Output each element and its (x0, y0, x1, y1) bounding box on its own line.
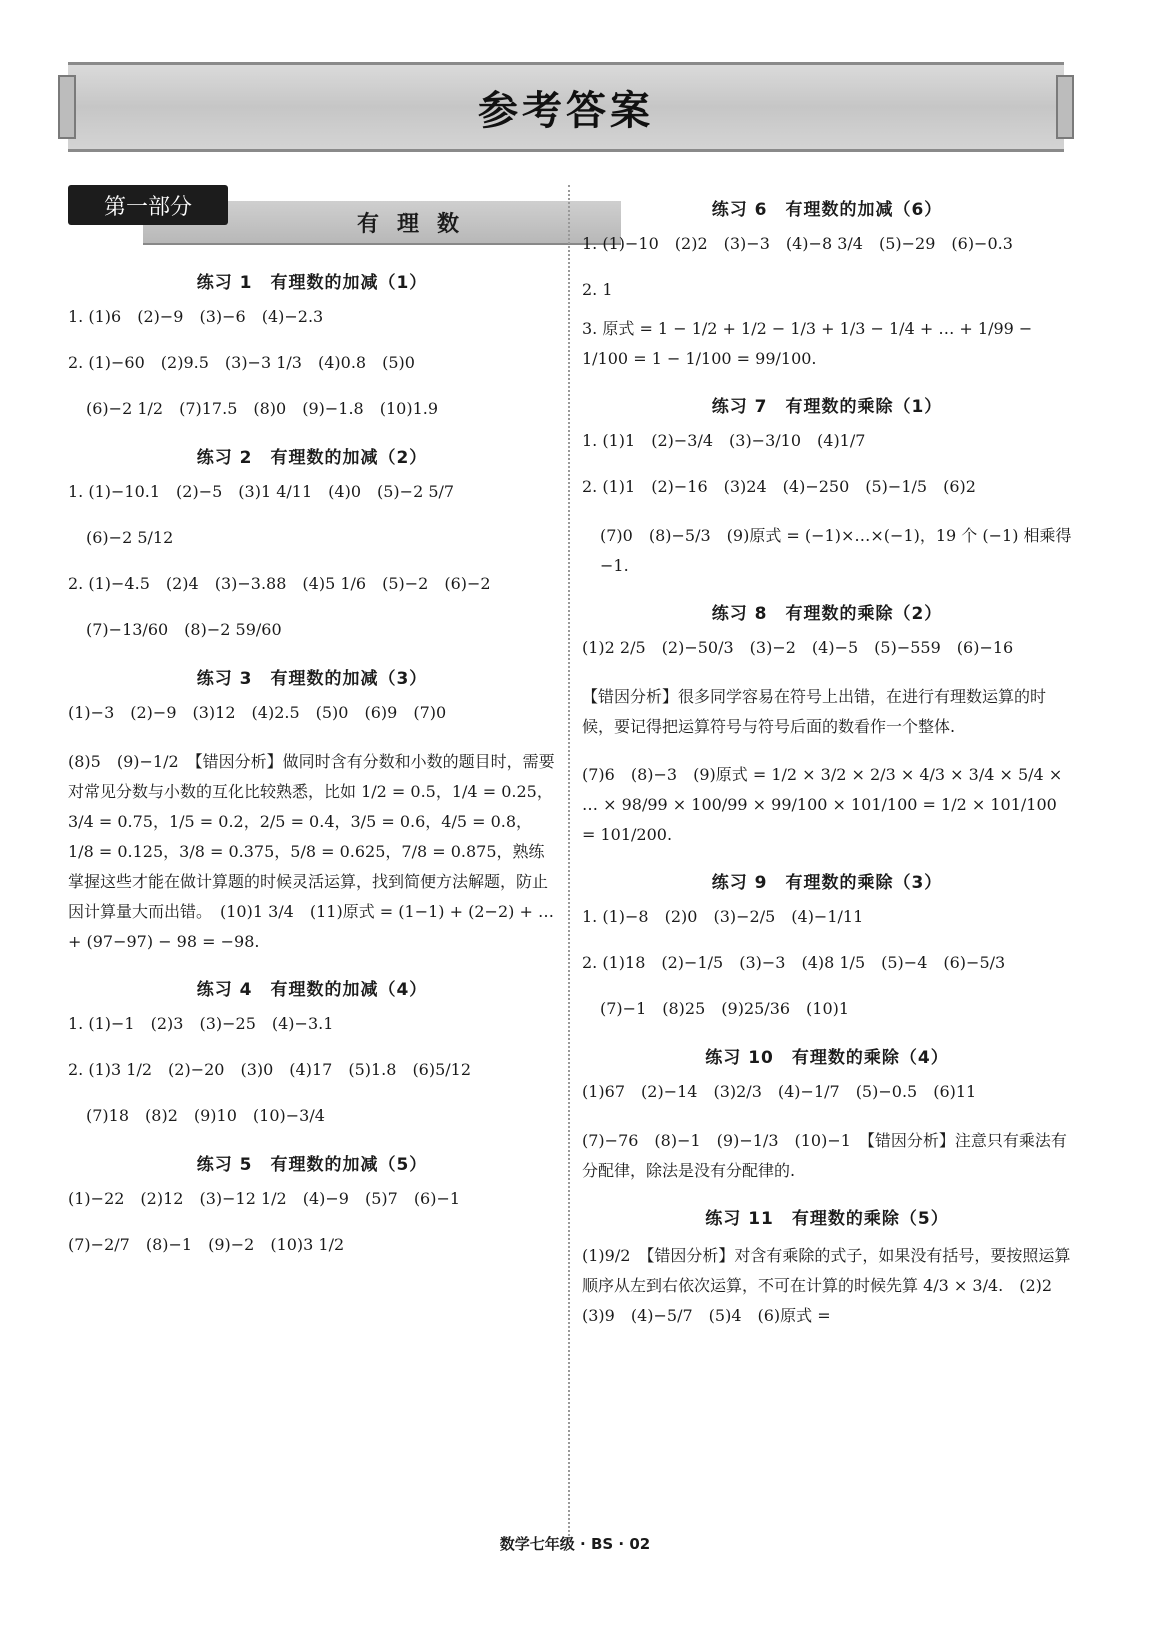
exercise-9 (582, 868, 1072, 1021)
exercise-heading: 练习 10 有理数的乘除（4） (705, 1048, 949, 1068)
answer-paragraph: (7)6 (8)−3 (9)原式 = 1/2 × 3/2 × 2/3 × 4/3 × 3/4 × 5/4 × … × 98/99 × 100/99 × 99/100 × 101/100 = 1/2 × 101/100 = 101/200. (582, 765, 1063, 844)
page-banner (68, 62, 1064, 152)
answer-line: 2. (1)1 (2)−16 (3)24 (4)−250 (5)−1/5 (6)2 (582, 477, 976, 496)
answer-paragraph: (8)5 (9)−1/2 【错因分析】做同时含有分数和小数的题目时，需要对常见分数与小数的互化比较熟悉，比如 1/2 = 0.5，1/4 = 0.25，3/4 = 0.75，1/5 = 0.2，2/5 = 0.4，3/5 = 0.6，4/5 = 0.8，1/8 = 0.125，3/8 = 0.375，5/8 = 0.625，7/8 = 0.875，熟练掌握这些才能在做计算题的时候灵活运算，找到简便方法解题，防止因计算量大而出错。 (10)1 3/4 (11)原式 = (1−1) + (2−2) + … + (97−97) − 98 = −98. (68, 752, 555, 951)
exercise-heading: 练习 4 有理数的加减（4） (196, 980, 428, 1000)
column-divider (568, 185, 570, 1540)
section-title: 有理数 (356, 211, 477, 237)
answer-paragraph: (7)−76 (8)−1 (9)−1/3 (10)−1 【错因分析】注意只有乘法有分配律，除法是没有分配律的. (582, 1131, 1067, 1180)
answer-line: 2. (1)18 (2)−1/5 (3)−3 (4)8 1/5 (5)−4 (6)−5/3 (582, 953, 1006, 972)
error-analysis: 【错因分析】很多同学容易在符号上出错，在进行有理数运算的时候，要记得把运算符号与符号后面的数看作一个整体. (582, 687, 1047, 736)
right-column (582, 185, 1072, 1349)
exercise-6 (582, 195, 1072, 374)
exercise-heading: 练习 11 有理数的乘除（5） (705, 1209, 949, 1229)
answer-line: 2. 1 (582, 280, 613, 299)
section-tag: 第一部分 (68, 185, 228, 225)
answer-line: 1. (1)−10.1 (2)−5 (3)1 4/11 (4)0 (5)−2 5/7 (68, 482, 455, 501)
answer-paragraph: (7)0 (8)−5/3 (9)原式 = (−1)×…×(−1)，19 个 (−1) 相乘得 −1. (600, 526, 1072, 575)
answer-line: 2. (1)−4.5 (2)4 (3)−3.88 (4)5 1/6 (5)−2 (6)−2 (68, 574, 491, 593)
exercise-heading: 练习 2 有理数的加减（2） (196, 448, 428, 468)
answer-line: (7)−13/60 (8)−2 59/60 (86, 620, 282, 639)
exercise-heading: 练习 7 有理数的乘除（1） (711, 397, 943, 417)
answer-line: 1. (1)1 (2)−3/4 (3)−3/10 (4)1/7 (582, 431, 866, 450)
page-footer: 数学七年级 · BS · 02 (499, 1535, 651, 1553)
exercise-2 (68, 443, 556, 642)
exercise-heading: 练习 3 有理数的加减（3） (196, 669, 428, 689)
answer-line: 1. (1)−8 (2)0 (3)−2/5 (4)−1/11 (582, 907, 864, 926)
left-column (68, 258, 556, 1279)
exercise-3 (68, 664, 556, 957)
answer-line: (1)−3 (2)−9 (3)12 (4)2.5 (5)0 (6)9 (7)0 (68, 703, 447, 722)
exercise-7 (582, 392, 1072, 581)
exercise-11 (582, 1204, 1072, 1331)
answer-line: (1)2 2/5 (2)−50/3 (3)−2 (4)−5 (5)−559 (6)−16 (582, 638, 1014, 657)
exercise-heading: 练习 1 有理数的加减（1） (196, 273, 428, 293)
answer-line: (1)67 (2)−14 (3)2/3 (4)−1/7 (5)−0.5 (6)11 (582, 1082, 977, 1101)
exercise-heading: 练习 9 有理数的乘除（3） (711, 873, 943, 893)
exercise-heading: 练习 8 有理数的乘除（2） (711, 604, 943, 624)
answer-paragraph: 3. 原式 = 1 − 1/2 + 1/2 − 1/3 + 1/3 − 1/4 + … + 1/99 − 1/100 = 1 − 1/100 = 99/100. (582, 319, 1033, 368)
answer-line: (7)−1 (8)25 (9)25/36 (10)1 (600, 999, 850, 1018)
exercise-5 (68, 1150, 556, 1257)
answer-line: (6)−2 1/2 (7)17.5 (8)0 (9)−1.8 (10)1.9 (86, 399, 439, 418)
exercise-heading: 练习 5 有理数的加减（5） (196, 1155, 428, 1175)
answer-line: (7)18 (8)2 (9)10 (10)−3/4 (86, 1106, 325, 1125)
answer-line: 2. (1)3 1/2 (2)−20 (3)0 (4)17 (5)1.8 (6)5/12 (68, 1060, 472, 1079)
answer-line: 2. (1)−60 (2)9.5 (3)−3 1/3 (4)0.8 (5)0 (68, 353, 415, 372)
exercise-4 (68, 975, 556, 1128)
section-header (68, 185, 556, 245)
answer-line: 1. (1)−10 (2)2 (3)−3 (4)−8 3/4 (5)−29 (6)−0.3 (582, 234, 1013, 253)
exercise-10 (582, 1043, 1072, 1186)
answer-line: 1. (1)6 (2)−9 (3)−6 (4)−2.3 (68, 307, 324, 326)
exercise-heading: 练习 6 有理数的加减（6） (711, 200, 943, 220)
page-title: 参考答案 (478, 87, 654, 134)
exercise-1 (68, 268, 556, 421)
exercise-8 (582, 599, 1072, 850)
answer-paragraph: (1)9/2 【错因分析】对含有乘除的式子，如果没有括号，要按照运算顺序从左到右依次运算，不可在计算的时候先算 4/3 × 3/4. (2)2 (3)9 (4)−5/7 (5)4 (6)原式 = (582, 1246, 1071, 1325)
answer-line: (1)−22 (2)12 (3)−12 1/2 (4)−9 (5)7 (6)−1 (68, 1189, 461, 1208)
answer-line: 1. (1)−1 (2)3 (3)−25 (4)−3.1 (68, 1014, 334, 1033)
answer-line: (7)−2/7 (8)−1 (9)−2 (10)3 1/2 (68, 1235, 345, 1254)
answer-line: (6)−2 5/12 (86, 528, 174, 547)
